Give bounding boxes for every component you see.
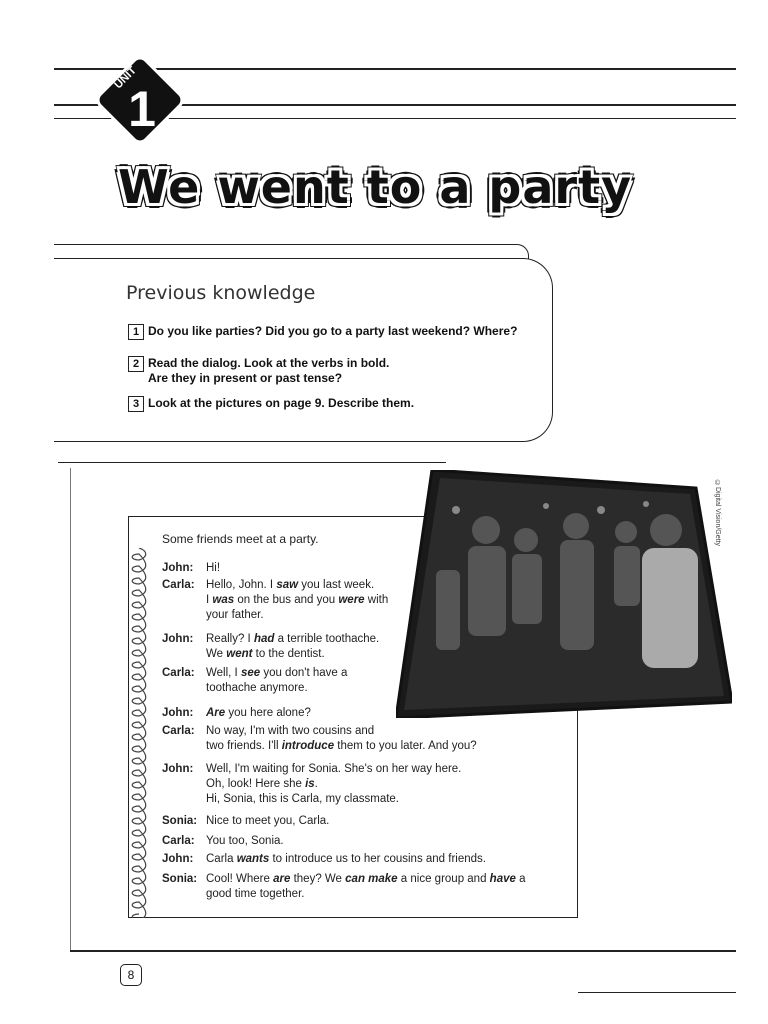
dialog-utterance-line: Really? I had a terrible toothache. — [206, 633, 380, 645]
verb-highlight: saw — [276, 579, 299, 591]
dialog-intro: Some friends meet at a party. — [162, 532, 319, 546]
dialog-utterance-line: We went to the dentist. — [206, 648, 325, 660]
verb-highlight: introduce — [281, 740, 335, 752]
dialog-speaker: Carla: — [162, 579, 195, 591]
section-rule — [58, 462, 446, 463]
dialog-speaker: John: — [162, 633, 194, 645]
question-2 — [128, 356, 389, 386]
dialog-speaker: John: — [162, 853, 194, 865]
verb-highlight: see — [240, 667, 261, 679]
left-margin-rule — [70, 468, 71, 952]
dialog-utterance-line: Nice to meet you, Carla. — [206, 815, 330, 827]
dialog-utterance-line: I was on the bus and you were with — [206, 594, 389, 606]
unit-badge — [86, 46, 194, 154]
dialog-utterance-line: Well, I'm waiting for Sonia. She's on her way here. — [206, 763, 462, 775]
dialog-utterance-line: Oh, look! Here she is. — [206, 778, 318, 790]
dialog-utterance-line: Well, I see you don't have a — [206, 667, 348, 679]
verb-highlight: is — [305, 778, 315, 790]
question-3 — [128, 396, 414, 412]
dialog-utterance-line: Hi! — [206, 562, 221, 574]
question-1 — [128, 324, 517, 340]
dialog-utterance-line: No way, I'm with two cousins and — [206, 725, 375, 737]
question-number: 1 — [128, 324, 144, 340]
dialog-speaker: Carla: — [162, 725, 195, 737]
dialog-utterance-line: good time together. — [206, 888, 305, 900]
verb-highlight: had — [253, 633, 275, 645]
page-number: 8 — [120, 964, 142, 986]
dialog-utterance-line: Carla wants to introduce us to her cousins and friends. — [206, 853, 486, 865]
verb-highlight: went — [226, 648, 253, 660]
verb-highlight: are — [273, 873, 291, 885]
question-text — [148, 356, 389, 386]
unit-title: We went to a party — [118, 160, 633, 214]
verb-highlight: can make — [345, 873, 398, 885]
dialog-speaker: John: — [162, 707, 194, 719]
verb-highlight: Are — [206, 707, 226, 719]
dialog-utterance-line: You too, Sonia. — [206, 835, 284, 847]
dialog-speaker: John: — [162, 562, 194, 574]
squiggle-path — [132, 548, 146, 918]
footer-rule — [578, 992, 736, 993]
dialog-utterance-line: your father. — [206, 609, 264, 621]
dialog-speaker: Carla: — [162, 667, 195, 679]
dialog-utterance-line: two friends. I'll introduce them to you later. And you? — [206, 740, 477, 752]
question-text: Look at the pictures on page 9. Describe them. — [148, 396, 415, 410]
dialog-utterance-line: toothache anymore. — [206, 682, 308, 694]
question-number: 3 — [128, 396, 144, 412]
decorative-squiggle-border — [128, 548, 150, 918]
question-text-line-2: Are they in present or past tense? — [148, 371, 343, 385]
verb-highlight: have — [489, 873, 516, 885]
dialog-utterance-line: Hi, Sonia, this is Carla, my classmate. — [206, 793, 400, 805]
dialog-utterance-line: Cool! Where are they? We can make a nice group and have a — [206, 873, 526, 885]
party-photo — [396, 470, 732, 718]
question-text: Do you like parties? Did you go to a party last weekend? Where? — [148, 324, 518, 338]
dialog-speaker: Sonia: — [162, 873, 198, 885]
verb-highlight: wants — [236, 853, 270, 865]
dialog-speaker: John: — [162, 763, 194, 775]
dialog-utterance-line: Are you here alone? — [206, 707, 311, 719]
dialog-speaker: Sonia: — [162, 815, 198, 827]
previous-knowledge-heading: Previous knowledge — [126, 282, 316, 304]
unit-label: UNIT — [112, 64, 139, 92]
question-text-line-1: Read the dialog. Look at the verbs in bold. — [148, 356, 390, 370]
unit-number: 1 — [128, 81, 156, 137]
question-number: 2 — [128, 356, 144, 372]
dialog-speaker: Carla: — [162, 835, 195, 847]
previous-knowledge-tab — [54, 244, 529, 259]
verb-highlight: were — [338, 594, 365, 606]
dialog-utterance-line: Hello, John. I saw you last week. — [206, 579, 375, 591]
verb-highlight: was — [212, 594, 235, 606]
photo-credit: ©Digital Vision/Getty — [714, 480, 721, 547]
bottom-rule — [70, 950, 736, 952]
